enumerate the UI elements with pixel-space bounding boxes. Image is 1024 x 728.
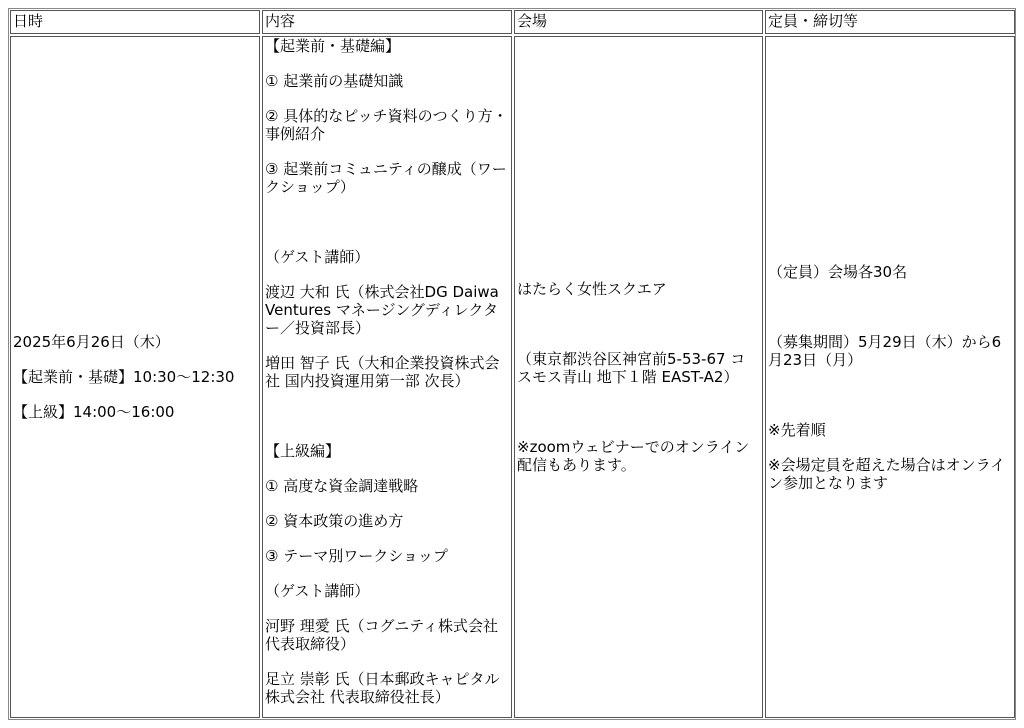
guest-lecturer: 河野 理愛 氏（コグニティ株式会社 代表取締役） xyxy=(265,617,499,653)
header-capacity: 定員・締切等 xyxy=(765,10,1015,34)
advanced-heading: 【上級編】 xyxy=(265,442,341,460)
advanced-item: ② 資本政策の進め方 xyxy=(265,512,404,530)
guest-lecturer-label: （ゲスト講師） xyxy=(265,248,370,266)
event-date: 2025年6月26日（木） xyxy=(13,333,170,351)
venue-address: （東京都渋谷区神宮前5-53-67 コスモス青山 地下１階 EAST-A2） xyxy=(517,350,746,386)
basic-item: ② 具体的なピッチ資料のつくり方・事例紹介 xyxy=(265,107,508,143)
online-note: ※zoomウェビナーでのオンライン配信もあります。 xyxy=(517,438,750,474)
basic-item: ① 起業前の基礎知識 xyxy=(265,72,404,90)
capacity-text: （定員）会場各30名 xyxy=(768,262,908,281)
guest-lecturer: 増田 智子 氏（大和企業投資株式会社 国内投資運用第一部 次長） xyxy=(265,354,500,390)
guest-lecturer: 渡辺 大和 氏（株式会社DG Daiwa Ventures マネージングディレクター／投資部長） xyxy=(265,283,499,337)
guest-lecturer-label: （ゲスト講師） xyxy=(265,582,370,600)
venue-name: はたらく女性スクエア xyxy=(517,280,667,298)
application-period: （募集期間）5月29日（木）から6月23日（月） xyxy=(768,332,1002,369)
venue-cell xyxy=(514,36,763,718)
basic-item: ③ 起業前コミュニティの醸成（ワークショップ） xyxy=(265,160,507,196)
session-basic-time: 【起業前・基礎】10:30〜12:30 xyxy=(13,368,235,386)
first-come-note: ※先着順 xyxy=(768,420,826,439)
header-datetime: 日時 xyxy=(10,10,260,34)
datetime-cell xyxy=(10,36,260,718)
guest-lecturer: 足立 崇彰 氏（日本郵政キャピタル 株式会社 代表取締役社長） xyxy=(265,670,500,706)
content-cell xyxy=(262,36,512,718)
session-advanced-time: 【上級】14:00〜16:00 xyxy=(13,403,175,421)
advanced-item: ① 高度な資金調達戦略 xyxy=(265,477,419,495)
basic-heading: 【起業前・基礎編】 xyxy=(265,37,401,55)
header-content: 内容 xyxy=(262,10,512,34)
header-venue: 会場 xyxy=(514,10,763,34)
overflow-note: ※会場定員を超えた場合はオンライン参加となります xyxy=(768,455,1006,492)
advanced-item: ③ テーマ別ワークショップ xyxy=(265,547,448,565)
capacity-cell xyxy=(765,36,1015,718)
